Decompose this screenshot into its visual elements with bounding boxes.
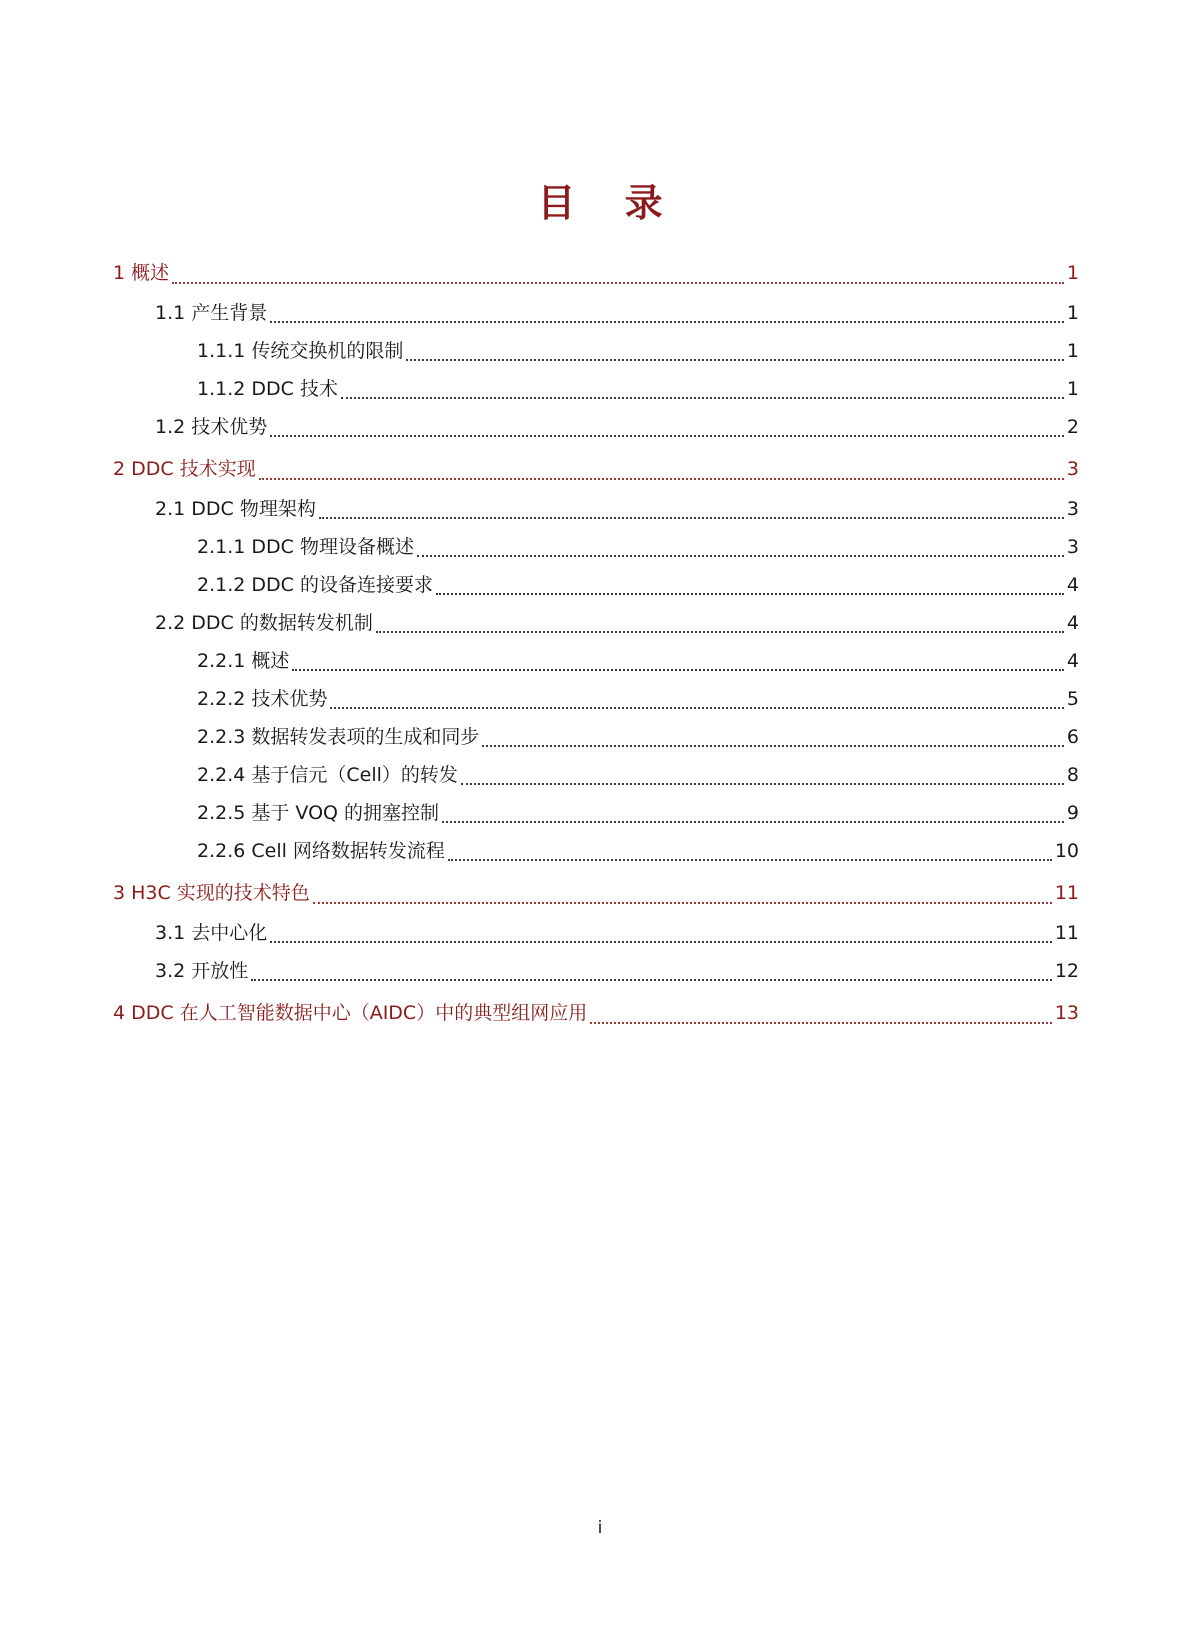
toc-entry-page: 1: [1066, 302, 1079, 324]
toc-entry-page: 4: [1066, 574, 1079, 596]
toc-entry[interactable]: [113, 608, 1079, 646]
toc-entry-label: 2.2.5 基于 VOQ 的拥塞控制: [197, 802, 440, 824]
toc-entry-label: 2 DDC 技术实现: [113, 458, 256, 480]
toc-dot-leader: [442, 821, 1064, 823]
toc-entry-page: 5: [1066, 688, 1079, 710]
toc-entry-page: 4: [1066, 650, 1079, 672]
toc-entry-label: 2.2.2 技术优势: [197, 688, 328, 710]
toc-dot-leader: [417, 555, 1064, 557]
toc-entry[interactable]: [113, 918, 1079, 956]
toc-entry-label: 2.1 DDC 物理架构: [155, 498, 316, 520]
toc-entry[interactable]: [113, 684, 1079, 722]
toc-entry-page: 9: [1066, 802, 1079, 824]
toc-entry-label: 2.1.2 DDC 的设备连接要求: [197, 574, 433, 596]
toc-dot-leader: [341, 397, 1064, 399]
toc-dot-leader: [376, 631, 1064, 633]
toc-title: 目 录: [537, 181, 681, 225]
toc-entry-label: 3.1 去中心化: [155, 922, 268, 944]
toc-entry-page: 3: [1066, 458, 1079, 480]
toc-entry[interactable]: [113, 956, 1079, 994]
toc-entry[interactable]: [113, 454, 1079, 494]
toc-entry-label: 2.2.6 Cell 网络数据转发流程: [197, 840, 445, 862]
toc-entry-label: 2.2 DDC 的数据转发机制: [155, 612, 373, 634]
toc-dot-leader: [270, 435, 1064, 437]
toc-entry-label: 2.2.1 概述: [197, 650, 290, 672]
toc-entry[interactable]: [113, 374, 1079, 412]
toc-entry-label: 1.1.2 DDC 技术: [197, 378, 338, 400]
toc-entry-page: 1: [1066, 378, 1079, 400]
toc-entry-page: 3: [1066, 498, 1079, 520]
toc-entry[interactable]: [113, 760, 1079, 798]
toc-entry-page: 2: [1066, 416, 1079, 438]
toc-entry-page: 13: [1054, 1002, 1079, 1024]
toc-entry-label: 4 DDC 在人工智能数据中心（AIDC）中的典型组网应用: [113, 1002, 588, 1024]
toc-entry-label: 1.2 技术优势: [155, 416, 268, 438]
toc-dot-leader: [270, 321, 1064, 323]
toc-dot-leader: [251, 979, 1052, 981]
toc-entry-label: 1.1.1 传统交换机的限制: [197, 340, 404, 362]
toc-dot-leader: [172, 282, 1064, 284]
toc-dot-leader: [590, 1022, 1052, 1024]
toc-entry-page: 8: [1066, 764, 1079, 786]
toc-dot-leader: [270, 941, 1052, 943]
toc-entry-page: 10: [1054, 840, 1079, 862]
toc-entry-page: 1: [1066, 262, 1079, 284]
toc-dot-leader: [436, 593, 1064, 595]
page-number: i: [597, 1518, 603, 1538]
toc-entry[interactable]: [113, 878, 1079, 918]
toc-entry[interactable]: [113, 836, 1079, 874]
toc-entry[interactable]: [113, 722, 1079, 760]
toc-entry-page: 12: [1054, 960, 1079, 982]
toc-entry[interactable]: [113, 412, 1079, 450]
toc-entry[interactable]: [113, 258, 1079, 298]
toc-dot-leader: [292, 669, 1064, 671]
toc-dot-leader: [319, 517, 1064, 519]
toc-entry[interactable]: [113, 570, 1079, 608]
toc-entry-page: 11: [1054, 882, 1079, 904]
toc-dot-leader: [461, 783, 1064, 785]
toc-dot-leader: [330, 707, 1064, 709]
toc-entry-page: 11: [1054, 922, 1079, 944]
toc-entry-label: 3 H3C 实现的技术特色: [113, 882, 310, 904]
toc-entry[interactable]: [113, 532, 1079, 570]
toc-entry-label: 1.1 产生背景: [155, 302, 268, 324]
toc-entry[interactable]: [113, 298, 1079, 336]
toc-entry-page: 3: [1066, 536, 1079, 558]
table-of-contents: [113, 258, 1079, 1038]
toc-dot-leader: [448, 859, 1052, 861]
toc-dot-leader: [259, 478, 1064, 480]
toc-entry-label: 1 概述: [113, 262, 170, 284]
toc-entry[interactable]: [113, 646, 1079, 684]
toc-entry-page: 4: [1066, 612, 1079, 634]
toc-entry-label: 3.2 开放性: [155, 960, 249, 982]
toc-entry[interactable]: [113, 998, 1079, 1038]
toc-entry-label: 2.2.4 基于信元（Cell）的转发: [197, 764, 458, 786]
toc-entry-page: 1: [1066, 340, 1079, 362]
toc-dot-leader: [313, 902, 1052, 904]
toc-entry-label: 2.2.3 数据转发表项的生成和同步: [197, 726, 480, 748]
toc-entry-label: 2.1.1 DDC 物理设备概述: [197, 536, 414, 558]
toc-entry[interactable]: [113, 494, 1079, 532]
toc-entry-page: 6: [1066, 726, 1079, 748]
toc-dot-leader: [482, 745, 1064, 747]
toc-entry[interactable]: [113, 798, 1079, 836]
toc-dot-leader: [406, 359, 1064, 361]
toc-entry[interactable]: [113, 336, 1079, 374]
